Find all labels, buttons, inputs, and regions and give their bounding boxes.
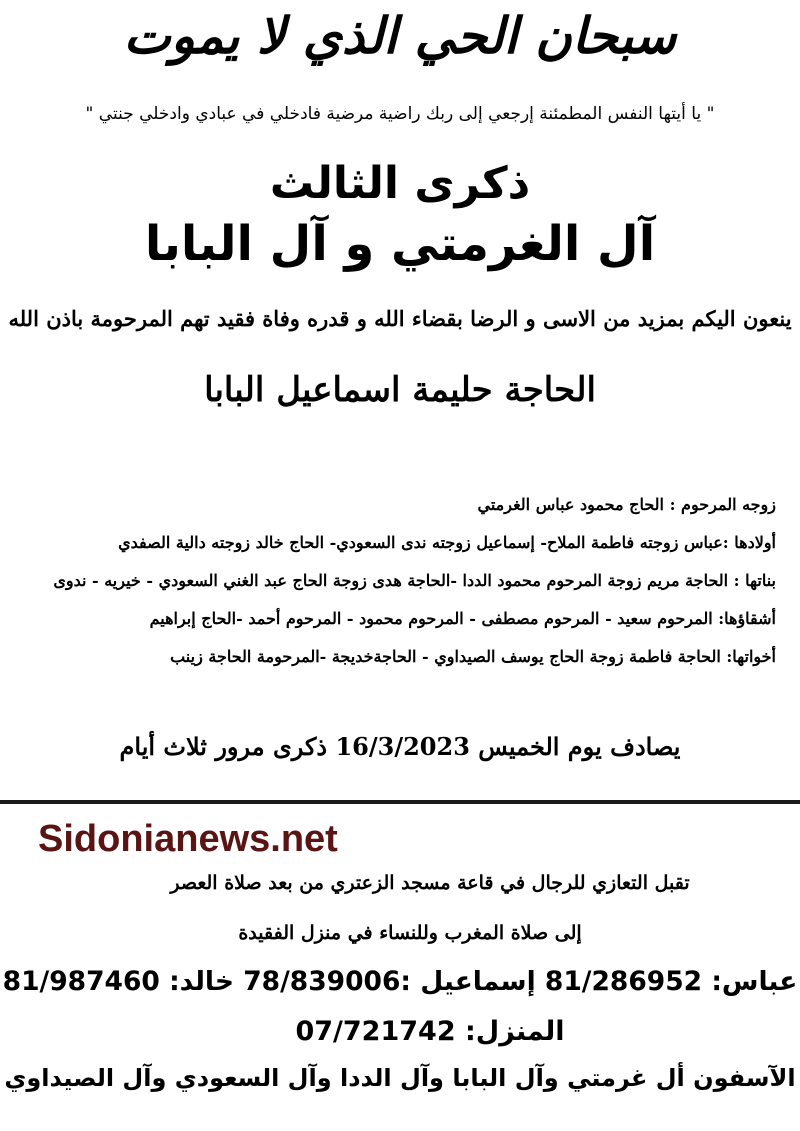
- mourners-line: الآسفون أل غرمتي وآل البابا وآل الددا وآل السعودي وآل الصيداوي: [4, 1064, 796, 1092]
- announcement-text: ينعون اليكم بمزيد من الاسى و الرضا بقضاء الله و قدره وفاة فقيد تهم المرحومة باذن الله: [8, 306, 792, 331]
- section-divider: [0, 800, 800, 804]
- families-title: آل الغرمتي و آل البابا: [144, 216, 656, 272]
- relatives-sons: أولادها :عباس زوجته فاطمة الملاح- إسماعيل زوجته ندى السعودي- الحاج خالد زوجته دالية الصفدي: [118, 533, 776, 552]
- relatives-daughters: بناتها : الحاجة مريم زوجة المرحوم محمود الددا -الحاجة هدى زوجة الحاج عبد الغني السعودي - خيريه - ندوى: [53, 571, 776, 590]
- relatives-husband: زوجه المرحوم : الحاج محمود عباس الغرمتي: [477, 495, 776, 514]
- contact-phones: عباس: 81/286952 إسماعيل :78/839006 خالد: 81/987460: [2, 966, 798, 997]
- calligraphy-heading: سبحان الحي الذي لا يموت: [123, 6, 677, 65]
- memorial-title: ذكرى الثالث: [269, 158, 531, 209]
- deceased-name: الحاجة حليمة اسماعيل البابا: [204, 370, 596, 410]
- condolences-women: إلى صلاة المغرب وللنساء في منزل الفقيدة: [238, 922, 582, 944]
- relatives-list: [0, 490, 776, 680]
- quran-verse: " يا أيتها النفس المطمئنة إرجعي إلى ربك راضية مرضية فادخلي في عبادي وادخلي جنتي ": [85, 104, 715, 124]
- condolences-men: تقبل التعازي للرجال في قاعة مسجد الزعتري من بعد صلاة العصر: [170, 872, 690, 894]
- home-phone: المنزل: 07/721742: [295, 1016, 565, 1047]
- anniversary-date: يصادف يوم الخميس 16/3/2023 ذكرى مرور ثلاث أيام: [119, 732, 681, 761]
- relatives-sisters: أخواتها: الحاجة فاطمة زوجة الحاج يوسف الصيداوي - الحاجةخديجة -المرحومة الحاجة زينب: [170, 647, 776, 666]
- relatives-brothers: أشقاؤها: المرحوم سعيد - المرحوم مصطفى - المرحوم محمود - المرحوم أحمد -الحاج إبراهيم: [149, 609, 776, 628]
- site-watermark: Sidonianews.net: [38, 818, 338, 860]
